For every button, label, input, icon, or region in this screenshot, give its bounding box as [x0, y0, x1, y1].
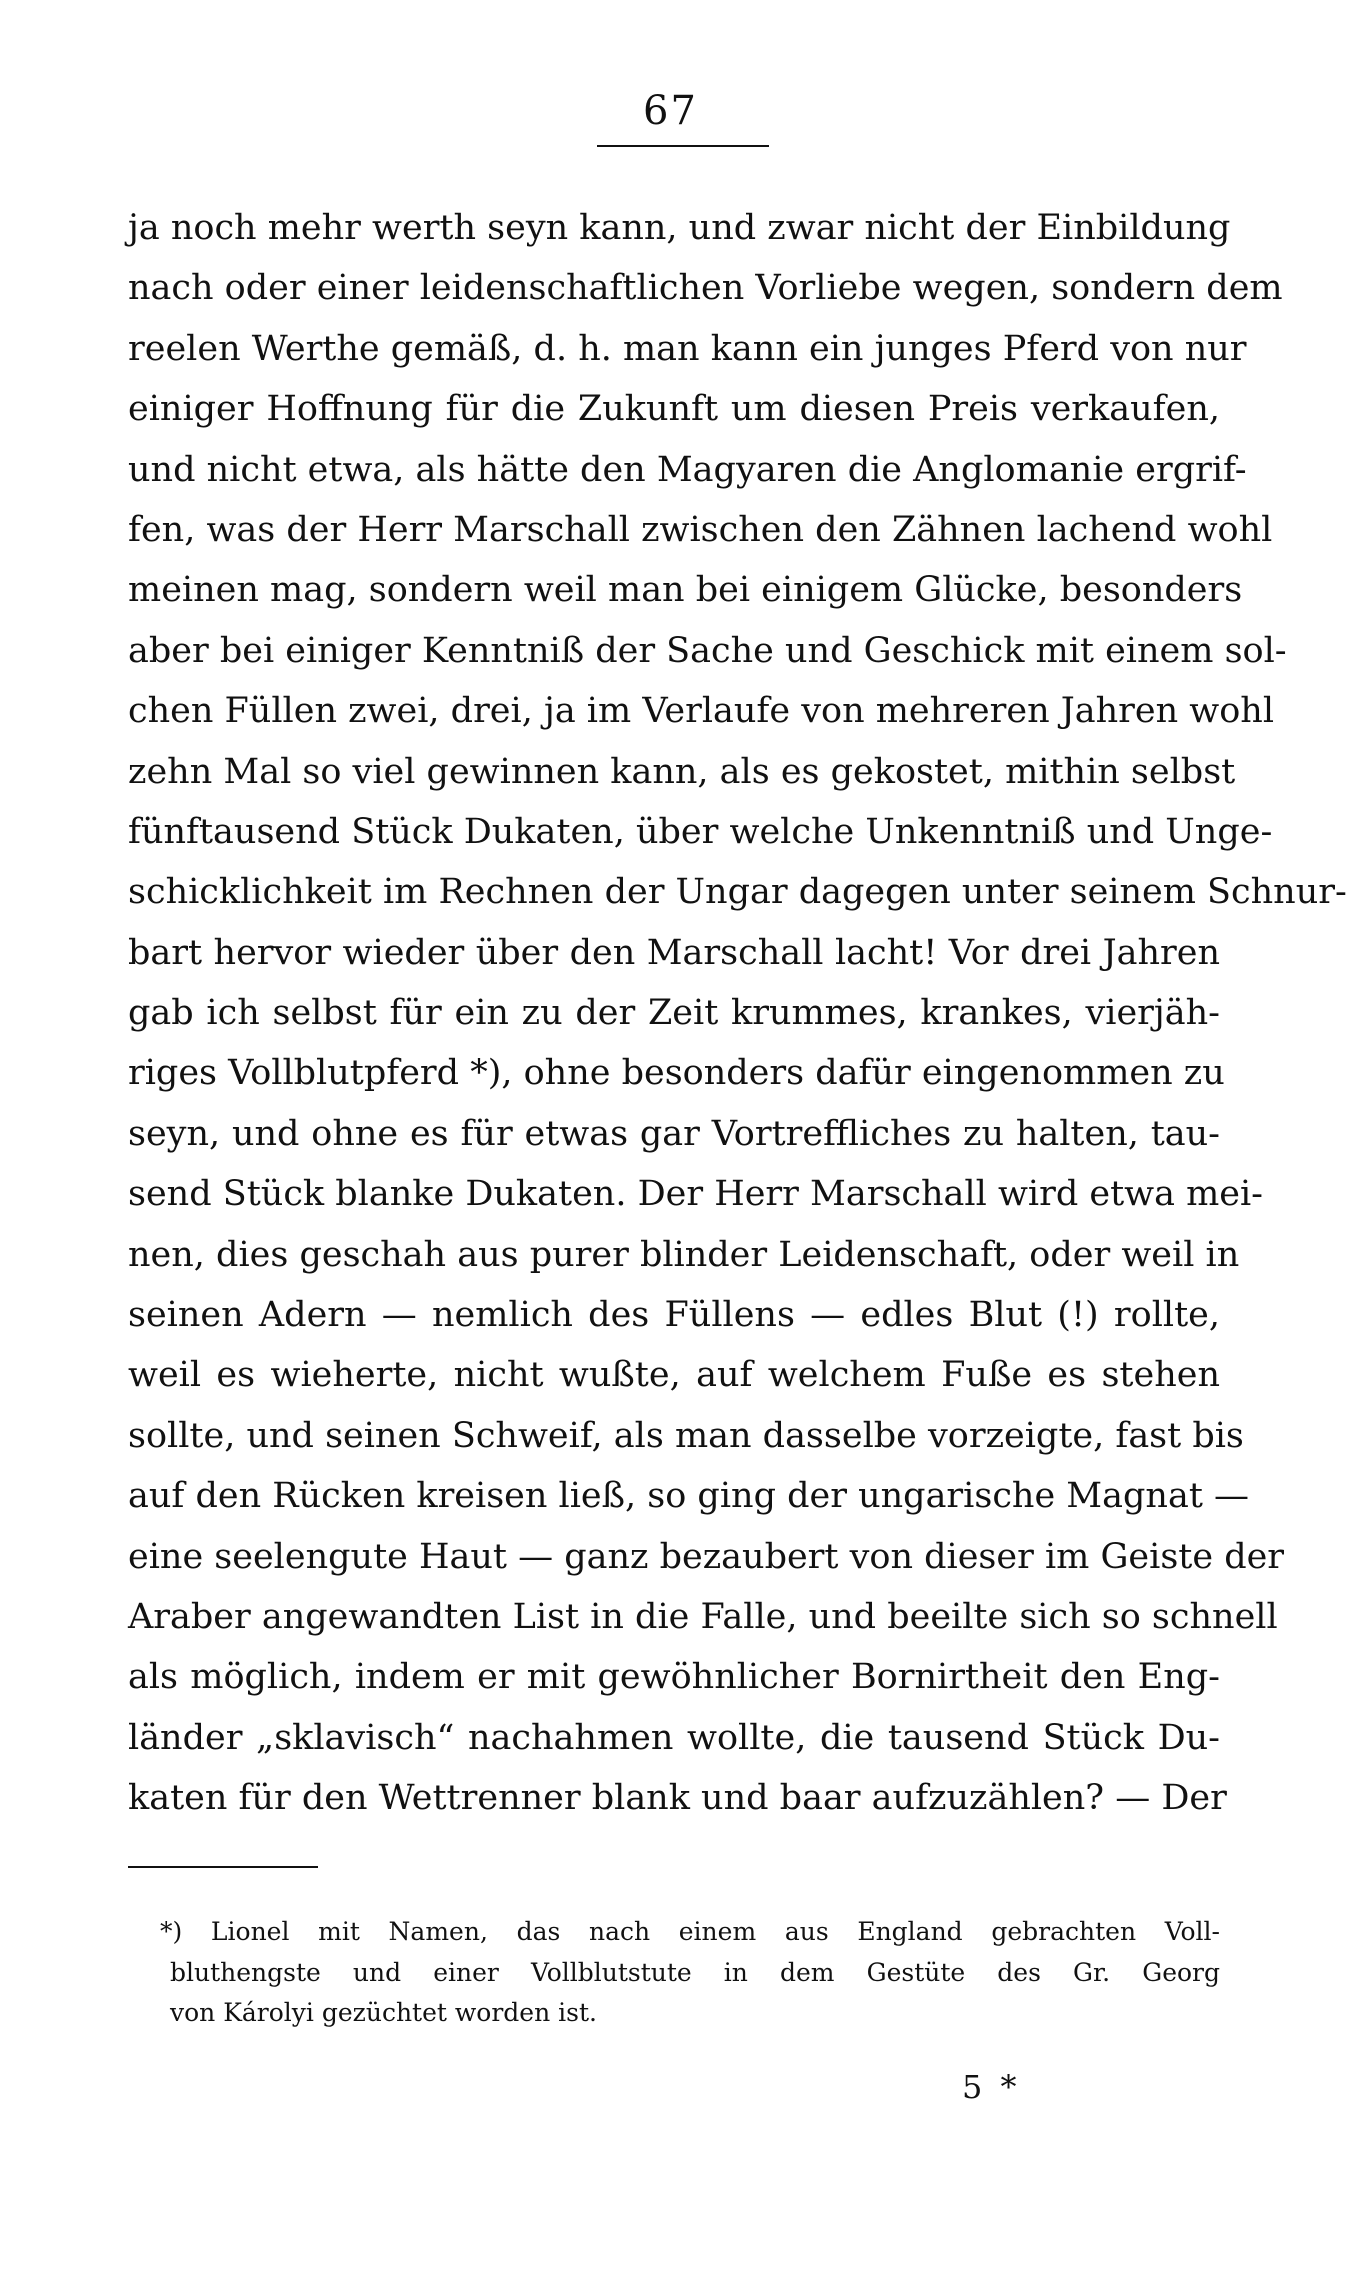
- page-number: 67: [643, 88, 698, 134]
- footnote: [160, 1912, 1220, 2034]
- text-line: länder „sklavisch“ nachahmen wollte, die tausend Stück Du-: [128, 1717, 1220, 1758]
- text-line: einiger Hoffnung für die Zukunft um diesen Preis verkaufen,: [128, 389, 1220, 430]
- header-rule: [597, 145, 769, 147]
- text-line: aber bei einiger Kenntniß der Sache und Geschick mit einem sol-: [128, 630, 1287, 671]
- text-line: als möglich, indem er mit gewöhnlicher Bornirtheit den Eng-: [128, 1657, 1220, 1698]
- text-line: seyn, und ohne es für etwas gar Vortreffliches zu halten, tau-: [128, 1113, 1220, 1154]
- text-line: chen Füllen zwei, drei, ja im Verlaufe von mehreren Jahren wohl: [128, 691, 1275, 732]
- body-text: [128, 198, 1347, 1829]
- text-line: nen, dies geschah aus purer blinder Leidenschaft, oder weil in: [128, 1234, 1240, 1275]
- text-line: riges Vollblutpferd *), ohne besonders dafür eingenommen zu: [128, 1053, 1225, 1094]
- printer-signature-mark: 5 *: [962, 2068, 1021, 2106]
- text-line: gab ich selbst für ein zu der Zeit krummes, krankes, vierjäh-: [128, 993, 1220, 1034]
- footnote-line: von Károlyi gezüchtet worden ist.: [170, 1998, 597, 2027]
- text-line: eine seelengute Haut — ganz bezaubert von dieser im Geiste der: [128, 1536, 1285, 1577]
- text-line: auf den Rücken kreisen ließ, so ging der ungarische Magnat —: [128, 1476, 1250, 1517]
- text-line: send Stück blanke Dukaten. Der Herr Marschall wird etwa mei-: [128, 1174, 1264, 1215]
- text-line: fen, was der Herr Marschall zwischen den Zähnen lachend wohl: [128, 509, 1273, 550]
- text-line: meinen mag, sondern weil man bei einigem Glücke, besonders: [128, 570, 1243, 611]
- text-line: bart hervor wieder über den Marschall lacht! Vor drei Jahren: [128, 932, 1220, 973]
- text-line: Araber angewandten List in die Falle, und beeilte sich so schnell: [128, 1596, 1278, 1637]
- text-line: fünftausend Stück Dukaten, über welche Unkenntniß und Unge-: [128, 811, 1273, 852]
- footnote-rule: [128, 1866, 318, 1868]
- text-line: zehn Mal so viel gewinnen kann, als es gekostet, mithin selbst: [128, 751, 1236, 792]
- text-line: sollte, und seinen Schweif, als man dasselbe vorzeigte, fast bis: [128, 1415, 1244, 1456]
- footnote-line: *) Lionel mit Namen, das nach einem aus England gebrachten Voll-: [160, 1917, 1220, 1946]
- footnote-line: bluthengste und einer Vollblutstute in dem Gestüte des Gr. Georg: [170, 1957, 1220, 1987]
- text-line: seinen Adern — nemlich des Füllens — edles Blut (!) rollte,: [128, 1295, 1220, 1336]
- text-line: reelen Werthe gemäß, d. h. man kann ein junges Pferd von nur: [128, 328, 1247, 369]
- text-line: und nicht etwa, als hätte den Magyaren die Anglomanie ergrif-: [128, 449, 1247, 490]
- text-line: schicklichkeit im Rechnen der Ungar dagegen unter seinem Schnur-: [128, 872, 1347, 913]
- text-line: ja noch mehr werth seyn kann, und zwar nicht der Einbildung: [128, 208, 1231, 248]
- text-line: nach oder einer leidenschaftlichen Vorliebe wegen, sondern dem: [128, 268, 1283, 309]
- text-line: weil es wieherte, nicht wußte, auf welchem Fuße es stehen: [128, 1355, 1220, 1396]
- text-line: katen für den Wettrenner blank und baar aufzuzählen? — Der: [128, 1778, 1227, 1819]
